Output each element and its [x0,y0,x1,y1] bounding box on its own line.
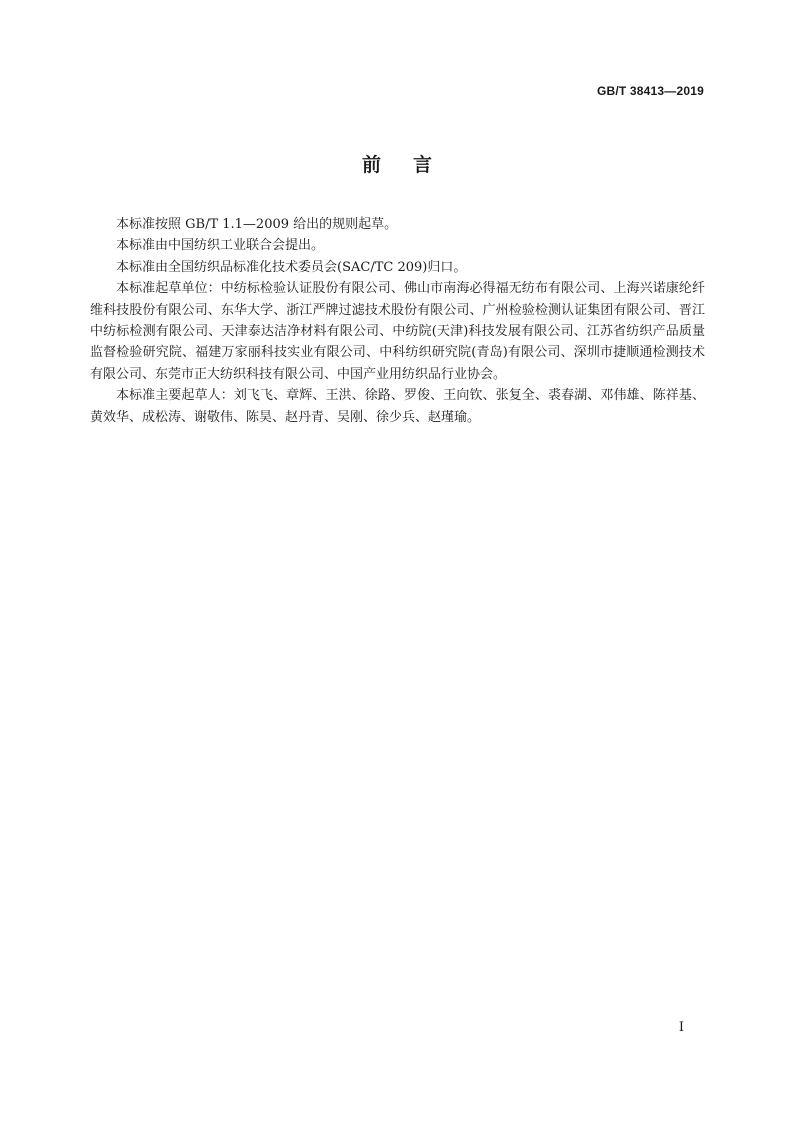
foreword-body [90,214,705,428]
paragraph-drafting-units: 本标准起草单位：中纺标检验认证股份有限公司、佛山市南海必得福无纺布有限公司、上海兴诺康纶纤维科技股份有限公司、东华大学、浙江严牌过滤技术股份有限公司、广州检验检测认证集团有限公司、晋江中纺标检测有限公司、天津泰达洁净材料有限公司、中纺院(天津)科技发展有限公司、江苏省纺织产品质量监督检验研究院、福建万家丽科技实业有限公司、中科纺织研究院(青岛)有限公司、深圳市捷顺通检测技术有限公司、东莞市正大纺织科技有限公司、中国产业用纺织品行业协会。 [90,281,705,382]
standard-code: GB/T 38413—2019 [596,84,704,98]
paragraph-proposer: 本标准由中国纺织工业联合会提出。 [116,238,325,254]
paragraph-drafters: 本标准主要起草人：刘飞飞、章辉、王洪、徐路、罗俊、王向钦、张复全、裘春湖、邓伟雄、陈祥基、黄效华、成松涛、谢敬伟、陈昊、赵丹青、吴刚、徐少兵、赵瑾瑜。 [90,388,705,425]
page-title: 前言 [361,154,464,176]
paragraph-committee: 本标准由全国纺织品标准化技术委员会(SAC/TC 209)归口。 [116,259,467,275]
page-number: I [678,1020,684,1035]
paragraph-drafting-rules: 本标准按照 GB/T 1.1—2009 给出的规则起草。 [116,217,398,232]
